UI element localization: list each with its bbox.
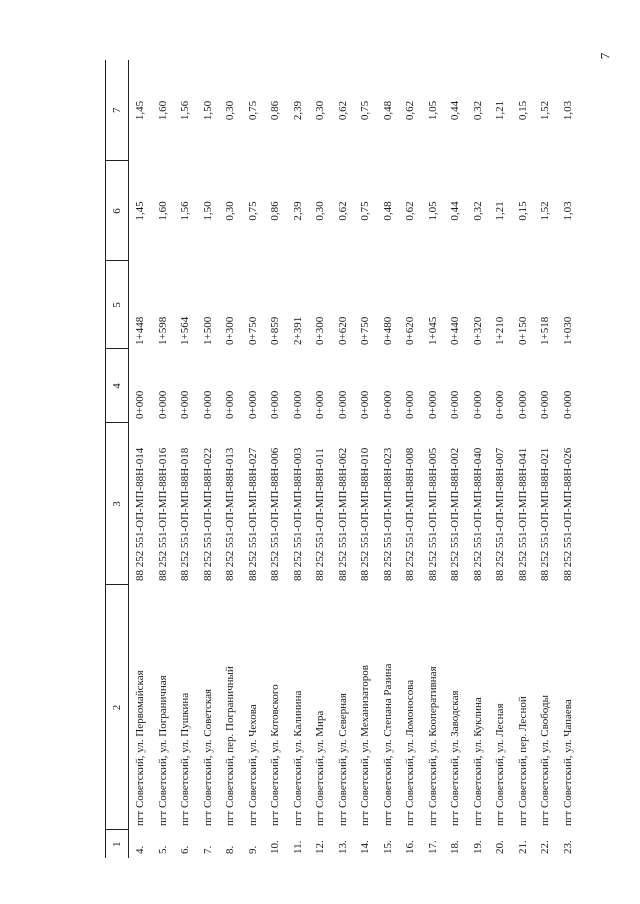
length-total: 1,45 — [134, 100, 147, 121]
roads-table — [105, 60, 579, 858]
road-id: 88 252 551-ОП-МП-88Н-013 — [224, 447, 237, 581]
road-id: 88 252 551-ОП-МП-88Н-026 — [561, 447, 574, 581]
length-total: 0,15 — [516, 100, 529, 121]
length-total: 1,56 — [179, 100, 192, 121]
table-row — [152, 60, 175, 858]
table-row — [534, 60, 557, 858]
start-km: 0+000 — [381, 390, 394, 419]
length-value: 1,50 — [201, 201, 214, 221]
length-total: 1,52 — [539, 100, 552, 121]
start-km: 0+000 — [539, 390, 552, 419]
length-total: 1,60 — [156, 100, 169, 121]
road-name: пгт Советский, ул. Чехова — [246, 704, 259, 826]
row-number: 13. — [336, 840, 349, 854]
end-km: 0+620 — [404, 316, 417, 345]
row-number: 4. — [134, 845, 147, 854]
table-row — [242, 60, 265, 858]
table-row — [174, 60, 197, 858]
end-km: 0+440 — [449, 316, 462, 345]
road-id: 88 252 551-ОП-МП-88Н-016 — [156, 447, 169, 581]
table-row — [512, 60, 535, 858]
row-number: 22. — [539, 840, 552, 854]
column-header: 5 — [106, 261, 129, 349]
end-km: 1+598 — [156, 316, 169, 345]
row-number: 12. — [314, 840, 327, 854]
road-id: 88 252 551-ОП-МП-88Н-010 — [359, 447, 372, 581]
length-value: 1,21 — [494, 201, 507, 221]
road-id: 88 252 551-ОП-МП-88Н-023 — [381, 447, 394, 581]
start-km: 0+000 — [516, 390, 529, 419]
road-name: пгт Советский, ул. Кооперативная — [426, 666, 439, 826]
end-km: 1+564 — [179, 316, 192, 345]
table-row — [422, 60, 445, 858]
start-km: 0+000 — [359, 390, 372, 419]
row-number: 11. — [291, 840, 304, 854]
column-header: 3 — [106, 423, 129, 585]
row-number: 6. — [179, 845, 192, 854]
start-km: 0+000 — [561, 390, 574, 419]
road-id: 88 252 551-ОП-МП-88Н-041 — [516, 447, 529, 581]
length-total: 0,86 — [269, 100, 282, 121]
road-name: пгт Советский, ул. Первомайская — [134, 670, 147, 826]
length-value: 0,48 — [381, 201, 394, 221]
end-km: 1+045 — [426, 316, 439, 345]
start-km: 0+000 — [179, 390, 192, 419]
length-total: 0,48 — [381, 100, 394, 121]
table-row — [354, 60, 377, 858]
road-name: пгт Советский, ул. Пушкина — [179, 692, 192, 826]
table-row — [264, 60, 287, 858]
end-km: 0+620 — [336, 316, 349, 345]
road-id: 88 252 551-ОП-МП-88Н-027 — [246, 447, 259, 581]
start-km: 0+000 — [246, 390, 259, 419]
page-number: 7 — [597, 52, 613, 60]
road-name: пгт Советский, пер. Лесной — [516, 696, 529, 826]
road-name: пгт Советский, ул. Пограничная — [156, 675, 169, 826]
start-km: 0+000 — [336, 390, 349, 419]
length-total: 0,30 — [314, 100, 327, 121]
road-name: пгт Советский, ул. Механизаторов — [359, 665, 372, 826]
row-number: 8. — [224, 845, 237, 854]
column-header: 4 — [106, 349, 129, 423]
row-number: 17. — [426, 840, 439, 854]
row-number: 10. — [269, 840, 282, 854]
length-value: 0,75 — [246, 201, 259, 221]
length-value: 1,03 — [561, 201, 574, 221]
length-total: 0,32 — [471, 100, 484, 121]
road-id: 88 252 551-ОП-МП-88Н-007 — [494, 447, 507, 581]
road-id: 88 252 551-ОП-МП-88Н-003 — [291, 447, 304, 581]
length-total: 0,62 — [404, 100, 417, 121]
length-total: 0,75 — [359, 100, 372, 121]
end-km: 0+300 — [314, 316, 327, 345]
table-row — [444, 60, 467, 858]
road-name: пгт Советский, пер. Пограничный — [224, 666, 237, 826]
start-km: 0+000 — [449, 390, 462, 419]
end-km: 2+391 — [291, 316, 304, 345]
road-name: пгт Советский, ул. Северная — [336, 693, 349, 826]
end-km: 0+750 — [246, 316, 259, 345]
start-km: 0+000 — [426, 390, 439, 419]
length-value: 2,39 — [291, 201, 304, 221]
row-number: 14. — [359, 840, 372, 854]
row-number: 5. — [156, 845, 169, 854]
length-total: 0,75 — [246, 100, 259, 121]
end-km: 1+030 — [561, 316, 574, 345]
length-total: 1,50 — [201, 100, 214, 121]
end-km: 0+480 — [381, 316, 394, 345]
road-name: пгт Советский, ул. Свободы — [539, 695, 552, 826]
road-name: пгт Советский, ул. Чапаева — [561, 699, 574, 826]
row-number: 21. — [516, 840, 529, 854]
length-value: 0,62 — [336, 201, 349, 221]
end-km: 0+320 — [471, 316, 484, 345]
length-value: 1,45 — [134, 201, 147, 221]
column-header: 2 — [106, 585, 129, 830]
road-id: 88 252 551-ОП-МП-88Н-040 — [471, 447, 484, 581]
table-row — [467, 60, 490, 858]
length-total: 1,21 — [494, 100, 507, 121]
road-name: пгт Советский, ул. Мира — [314, 710, 327, 826]
table-header-row — [106, 60, 129, 858]
length-total: 0,62 — [336, 100, 349, 121]
start-km: 0+000 — [494, 390, 507, 419]
road-id: 88 252 551-ОП-МП-88Н-002 — [449, 447, 462, 581]
length-value: 1,60 — [156, 201, 169, 221]
row-number: 16. — [404, 840, 417, 854]
row-number: 20. — [494, 840, 507, 854]
start-km: 0+000 — [404, 390, 417, 419]
length-total: 1,03 — [561, 100, 574, 121]
length-total: 1,05 — [426, 100, 439, 121]
road-id: 88 252 551-ОП-МП-88Н-011 — [314, 448, 327, 581]
row-number: 15. — [381, 840, 394, 854]
table-row — [309, 60, 332, 858]
start-km: 0+000 — [201, 390, 214, 419]
table-row — [197, 60, 220, 858]
rotated-table-sheet — [105, 60, 577, 858]
length-value: 0,75 — [359, 201, 372, 221]
table-row — [377, 60, 400, 858]
length-value: 0,15 — [516, 201, 529, 221]
road-name: пгт Советский, ул. Куклина — [471, 697, 484, 826]
length-value: 1,56 — [179, 201, 192, 221]
length-value: 0,30 — [314, 201, 327, 221]
start-km: 0+000 — [224, 390, 237, 419]
road-name: пгт Советский, ул. Советская — [201, 688, 214, 826]
table-row — [399, 60, 422, 858]
end-km: 1+210 — [494, 316, 507, 345]
end-km: 0+859 — [269, 316, 282, 345]
road-name: пгт Советский, ул. Лесная — [494, 703, 507, 826]
length-total: 0,30 — [224, 100, 237, 121]
table-row — [557, 60, 580, 858]
column-header: 7 — [106, 60, 129, 161]
road-id: 88 252 551-ОП-МП-88Н-008 — [404, 447, 417, 581]
length-value: 0,44 — [449, 201, 462, 221]
table-body — [129, 60, 580, 858]
road-name: пгт Советский, ул. Калинина — [291, 690, 304, 826]
end-km: 0+750 — [359, 316, 372, 345]
length-value: 1,05 — [426, 201, 439, 221]
start-km: 0+000 — [156, 390, 169, 419]
row-number: 9. — [246, 845, 259, 854]
road-name: пгт Советский, ул. Ломоносова — [404, 679, 417, 826]
road-name: пгт Советский, ул. Котовского — [269, 684, 282, 826]
end-km: 0+300 — [224, 316, 237, 345]
end-km: 1+500 — [201, 316, 214, 345]
road-id: 88 252 551-ОП-МП-88Н-005 — [426, 447, 439, 581]
length-value: 0,30 — [224, 201, 237, 221]
start-km: 0+000 — [314, 390, 327, 419]
road-id: 88 252 551-ОП-МП-88Н-014 — [134, 447, 147, 581]
road-name: пгт Советский, ул. Заводская — [449, 690, 462, 826]
column-header: 6 — [106, 161, 129, 261]
length-total: 2,39 — [291, 100, 304, 121]
end-km: 0+150 — [516, 316, 529, 345]
row-number: 19. — [471, 840, 484, 854]
end-km: 1+448 — [134, 316, 147, 345]
length-value: 1,52 — [539, 201, 552, 221]
end-km: 1+518 — [539, 316, 552, 345]
road-id: 88 252 551-ОП-МП-88Н-062 — [336, 447, 349, 581]
road-name: пгт Советский, ул. Степана Разина — [381, 663, 394, 826]
table-row — [129, 60, 152, 858]
length-total: 0,44 — [449, 100, 462, 121]
start-km: 0+000 — [471, 390, 484, 419]
row-number: 7. — [201, 845, 214, 854]
road-id: 88 252 551-ОП-МП-88Н-022 — [201, 447, 214, 581]
table-row — [287, 60, 310, 858]
road-id: 88 252 551-ОП-МП-88Н-006 — [269, 447, 282, 581]
road-id: 88 252 551-ОП-МП-88Н-018 — [179, 447, 192, 581]
length-value: 0,86 — [269, 201, 282, 221]
start-km: 0+000 — [269, 390, 282, 419]
road-id: 88 252 551-ОП-МП-88Н-021 — [539, 447, 552, 581]
length-value: 0,32 — [471, 201, 484, 221]
table-row — [219, 60, 242, 858]
row-number: 18. — [449, 840, 462, 854]
table-row — [332, 60, 355, 858]
table-row — [489, 60, 512, 858]
row-number: 23. — [561, 840, 574, 854]
column-header: 1 — [106, 830, 129, 858]
start-km: 0+000 — [291, 390, 304, 419]
length-value: 0,62 — [404, 201, 417, 221]
start-km: 0+000 — [134, 390, 147, 419]
